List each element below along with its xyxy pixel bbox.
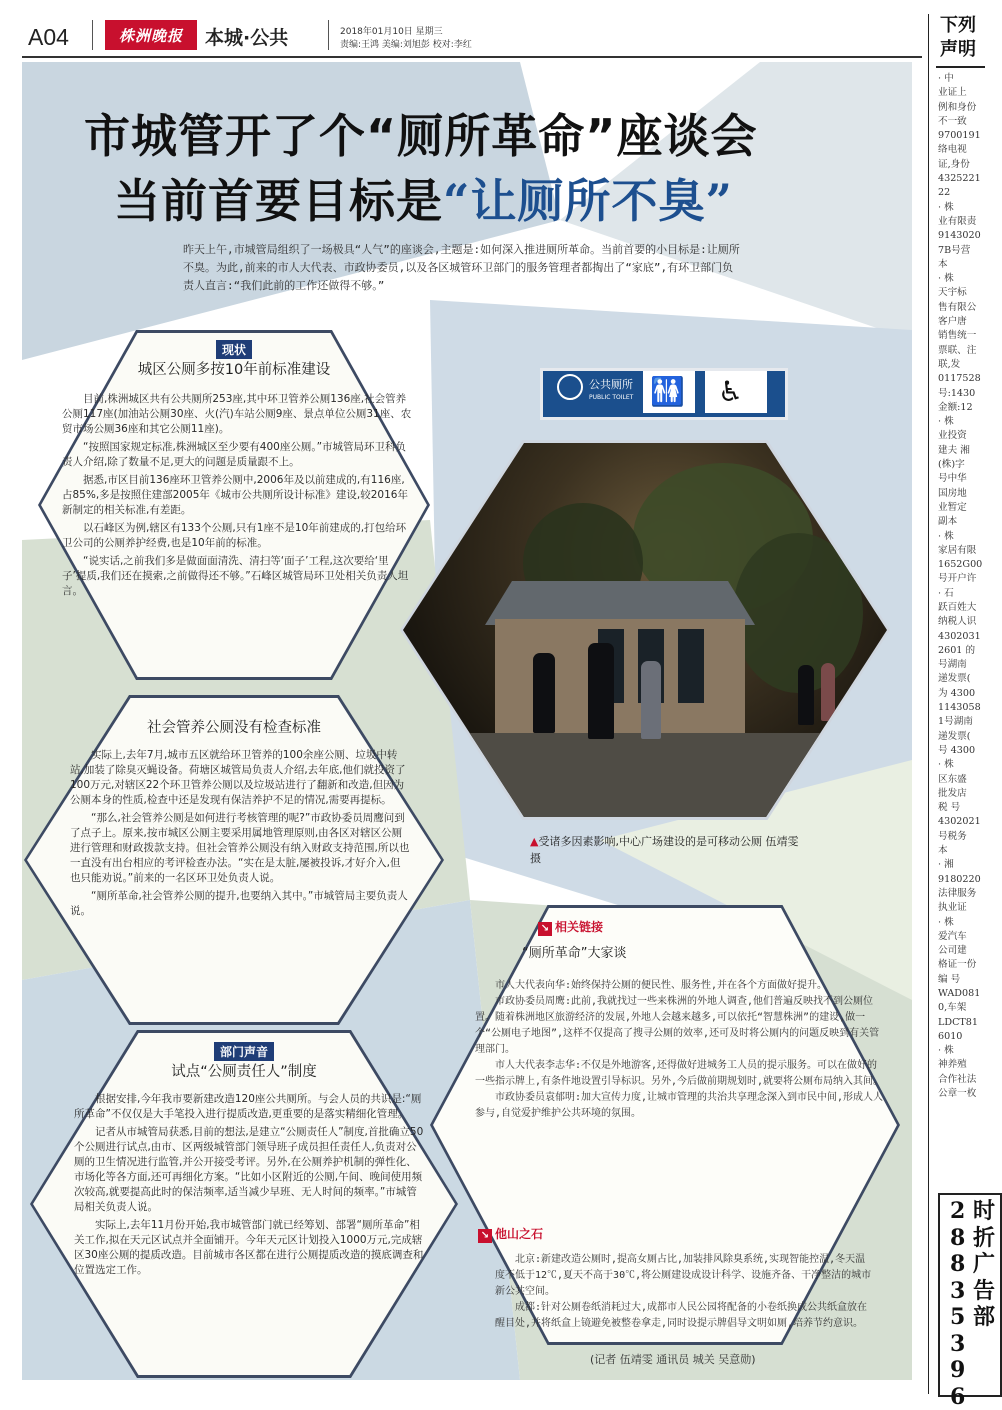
notice-line: 批发店 [938,787,985,801]
ad-box-line: 6 [950,1384,995,1410]
notice-line: 客户唐 [938,315,985,329]
notices-list [938,72,985,1101]
notice-line: 联,发 [938,358,985,372]
notice-line: 公章一枚 [938,1087,985,1101]
notice-line: 区东盛 [938,773,985,787]
notice-line: · 石 [938,587,985,601]
ad-box-line: 5 部 [950,1304,995,1331]
header-divider-2 [328,20,329,50]
related-paragraph: 市人大代表李志华:不仅是外地游客,还得做好进城务工人员的提示服务。可以在做好的一些指示牌上,有条件地设置引导标识。另外,今后做前期规划时,就要将公厕布局纳入其间。 [475,1058,885,1090]
notice-line: 合作社法 [938,1073,985,1087]
headline-line2-prefix: 当前首要目标是 [114,174,443,228]
social-paragraph: “厕所革命,社会管养公厕的提升,也要纳入其中。”市城管局主要负责人说。 [70,889,410,919]
notice-line: 编 号 [938,973,985,987]
notice-line: 为 4300 [938,687,985,701]
notice-line: · 株 [938,415,985,429]
notice-line: 号中华 [938,472,985,486]
related-paragraph: 市政协委员周鹰:此前,我就找过一些来株洲的外地人调查,他们普遍反映找不到公厕位置。随着株洲地区旅游经济的发展,外地人会越来越多,可以依托“智慧株洲”的建设,做一个“公厕电子地图”,这样不仅提高了搜寻公厕的效率,还可及时将公厕内的问题反映到有关管理部门。 [475,994,885,1058]
related-paragraph: 市人大代表向华:始终保持公厕的便民性、服务性,并在各个方面做好提升。 [475,978,885,994]
notice-line: 建夫 湘 [938,444,985,458]
notice-line: 执业证 [938,901,985,915]
notice-line: 例和身份 [938,101,985,115]
photo-caption [530,833,800,867]
notice-line: 1143058 [938,701,985,715]
notice-line: 递发票( [938,730,985,744]
notice-line: · 株 [938,1044,985,1058]
header-rule [22,56,922,58]
ad-box-line: 2 时 [950,1198,995,1225]
right-column-heading [940,14,976,62]
notice-line: 号开户许 [938,572,985,586]
status-kicker-wrap [0,340,468,359]
status-kicker: 现状 [216,340,252,359]
right-heading-line2: 声明 [940,38,976,62]
notice-line: 票联、注 [938,344,985,358]
sign-cn: 公共厕所 [589,378,633,391]
notice-line: 金额:12 [938,401,985,415]
other-stone-tag-label: 他山之石 [495,1227,543,1241]
notice-line: 号:1430 [938,387,985,401]
editors-line: 责编:王鸿 美编:刘旭彭 校对:李红 [340,39,472,52]
notice-line: 格证一份 [938,958,985,972]
notice-line: 0117528 [938,372,985,386]
notice-line: · 株 [938,201,985,215]
person [798,665,814,725]
status-paragraph: 以石峰区为例,辖区有133个公厕,只有1座不是10年前建成的,打包给环卫公司的公厕养护经费,也是10年前的标准。 [62,521,412,551]
headline-line2-highlight: “让厕所不臭” [443,174,733,228]
notice-line: 4302021 [938,815,985,829]
notice-line: 4325221 [938,172,985,186]
toilet-logo-icon [557,374,583,400]
notice-line: 22 [938,186,985,200]
social-body [70,748,410,922]
notice-line: 号税务 [938,830,985,844]
sign-text [589,378,633,404]
notice-line: 副本 [938,515,985,529]
other-stone-paragraph: 成都:针对公厕卷纸消耗过大,成都市人民公园将配备的小卷纸换成公共纸盒放在醒目处,并将纸盒上镜避免被整卷拿走,同时设提示牌倡导文明如厕,培养节约意识。 [495,1300,875,1332]
social-paragraph: “那么,社会管养公厕是如何进行考核管理的呢?”市政协委员周鹰问到了点子上。原来,按市城区公厕主要采用属地管理原则,由各区对辖区公厕进行管理和财政拨款支持。但社会管养公厕没有纳入财政支持范围,所以也一直没有出台相应的考评检查办法。“实在是太脏,屡被投诉,才好介入,但也只能劝说。”前来的一名区环卫处负责人说。 [70,811,410,886]
notice-line: 公司建 [938,944,985,958]
person [588,643,614,739]
ad-box-line: 9 [950,1357,995,1384]
status-body [62,392,412,602]
notice-line: 9180220 [938,873,985,887]
byline: (记者 伍靖雯 通讯员 城关 吴意勋) [590,1351,756,1367]
person [641,661,661,739]
notice-line: 跃百姓大 [938,601,985,615]
dept-paragraph: 记者从市城管局获悉,目前的想法,是建立“公厕责任人”制度,首批确立50个公厕进行试点,由市、区两级城管部门领导班子成员担任责任人,负责对公厕的卫生情况进行监管,并公开接受考评。另外,在公厕养护机制的弹性化、市场化等各方面,还可再细化方案。“比如小区附近的公厕,午间、晚间使用频次较高,就要提高此时的保洁频率,适当减少早班、无人时间的频率。”市城管局相关负责人说。 [74,1125,424,1215]
social-paragraph: 实际上,去年7月,城市五区就给环卫管养的100余座公厕、垃圾中转站,加装了除臭灭蝇设备。荷塘区城管局负责人介绍,去年底,他们就投资了100万元,对辖区22个环卫管养公厕以及垃圾站进行了翻新和改造,但因为公厕本身的性质,检查中还是发现有保洁养护不足的情况,需要再提标。 [70,748,410,808]
other-stone-body [495,1252,875,1332]
arrow-icon: ↘ [478,1229,492,1243]
status-paragraph: 据悉,市区目前136座环卫管养公厕中,2006年及以前建成的,有116座,占85%,多是按照住建部2005年《城市公共厕所设计标准》建设,较2016年新制定的相关标准,有差距。 [62,473,412,518]
notice-line: 国房地 [938,487,985,501]
page-number: A04 [28,24,69,51]
notice-line: 本 [938,258,985,272]
notice-line: 法律服务 [938,887,985,901]
other-stone-tag [478,1225,543,1243]
notice-line: 1652G00 [938,558,985,572]
notice-line: 售有限公 [938,301,985,315]
status-paragraph: 目前,株洲城区共有公共厕所253座,其中环卫管养公厕136座,社会管养公厕117座(加油站公厕30座、火(汽)车站公厕9座、景点单位公厕31座、农贸市场公厕36座和其它公厕11座)。 [62,392,412,437]
ad-box-line: 8 折 [950,1225,995,1252]
related-body [475,978,885,1122]
caption-triangle-icon: ▲ [530,835,538,848]
ad-box-line: 3 [950,1331,995,1358]
other-stone-paragraph: 北京:新建改造公厕时,提高女厕占比,加装排风除臭系统,实现智能控温,冬天温度不低于12℃,夏天不高于30℃,将公厕建设成设计科学、设施齐备、干净整洁的城市新公共空间。 [495,1252,875,1300]
notice-line: 7B号营 [938,244,985,258]
notice-line: 神养殖 [938,1058,985,1072]
notice-line: 不一致 [938,115,985,129]
date-line: 2018年01月10日 星期三 [340,26,472,39]
related-subheading: “厕所革命”大家谈 [522,942,626,961]
notice-line: · 株 [938,758,985,772]
arrow-icon: ↘ [538,922,552,936]
notice-line: 本 [938,844,985,858]
wheelchair-icon: ♿ [718,375,743,408]
ad-box-text [950,1198,995,1410]
headline-line2 [114,165,733,231]
right-heading-line1: 下列 [940,14,976,38]
notice-line: 6010 [938,1030,985,1044]
notice-line: · 中 [938,72,985,86]
dept-kicker-wrap [0,1042,488,1061]
ad-box-line: 8 广 [950,1251,995,1278]
status-heading: 城区公厕多按10年前标准建设 [0,358,468,379]
headline-line1: 市城管开了个“厕所革命”座谈会 [84,100,757,166]
notice-line: 号 4300 [938,744,985,758]
dept-heading: 试点“公厕责任人”制度 [0,1060,488,1081]
sign-en: PUBLIC TOILET [589,391,633,404]
right-column-rule [928,14,929,1394]
notice-line: · 株 [938,272,985,286]
caption-text: 受诸多因素影响,中心广场建设的是可移动公厕 伍靖雯 摄 [530,835,798,865]
notice-line: 纳税人识 [938,615,985,629]
notice-line: 业证上 [938,86,985,100]
notice-line: 4302031 [938,630,985,644]
notice-line: 业暂定 [938,501,985,515]
notice-line: 业投资 [938,429,985,443]
notice-line: 1号湖南 [938,715,985,729]
notice-line: 络电视 [938,143,985,157]
status-paragraph: “说实话,之前我们多是做面面清洗、清扫等‘面子’工程,这次要给‘里子’提质,我们还在摸索,之前做得还不够。”石峰区城管局环卫处相关负责人坦言。 [62,554,412,599]
notice-line: · 株 [938,916,985,930]
lead-paragraph: 昨天上午,市城管局组织了一场极具“人气”的座谈会,主题是:如何深入推进厕所革命。当前首要的小目标是:让厕所不臭。为此,前来的市人大代表、市政协委员,以及各区城管环卫部门的服务管理者都掏出了“家底”,有环卫部门负责人直言:“我们此前的工作还做得不够。” [183,241,743,295]
notice-line: 家居有限 [938,544,985,558]
notice-line: 0,车架 [938,1001,985,1015]
notice-line: WAD081 [938,987,985,1001]
right-heading-rule [936,66,985,68]
masthead-logo: 株洲晚报 [105,20,197,50]
social-heading: 社会管养公厕没有检查标准 [0,716,468,737]
notice-line: 2601 的 [938,644,985,658]
notice-line: (株)字 [938,458,985,472]
notice-line: · 株 [938,530,985,544]
man-woman-icon: 🚻 [650,375,685,408]
person [821,663,835,721]
dept-kicker: 部门声音 [214,1042,274,1061]
notice-line: 证,身份 [938,158,985,172]
dept-paragraph: 实际上,去年11月份开始,我市城管部门就已经筹划、部署“厕所革命”相关工作,拟在天元区试点并全面铺开。今年天元区计划投入1000万元,完成辖区30座公厕的提质改造。目前城市各区都在进行公厕提质改造的摸底调查和位置选定工作。 [74,1218,424,1278]
notice-line: 爱汽车 [938,930,985,944]
notice-line: 9700191 [938,129,985,143]
ad-box-line: 3 告 [950,1278,995,1305]
notice-line: 9143020 [938,229,985,243]
notice-line: 税 号 [938,801,985,815]
person [533,653,555,733]
notice-line: 销售统一 [938,329,985,343]
notice-line: LDCT81 [938,1016,985,1030]
section-name: 本城·公共 [205,23,288,50]
kiosk-door [678,629,704,703]
notice-line: 号湖南 [938,658,985,672]
issue-info [340,26,472,52]
header-divider [92,20,93,50]
dept-paragraph: 根据安排,今年我市要新建改造120座公共厕所。与会人员的共识是:“厕所革命”不仅仅是大手笔投入进行提质改造,更重要的是落实精细化管理。 [74,1092,424,1122]
notice-line: · 湘 [938,858,985,872]
status-paragraph: “按照国家规定标准,株洲城区至少要有400座公厕。”市城管局环卫科负责人介绍,除了数量不足,更大的问题是质量跟不上。 [62,440,412,470]
related-paragraph: 市政协委员袁郁明:加大宣传力度,让城市管理的共治共享理念深入到市民中间,形成人人参与,自觉爱护维护公共环境的氛围。 [475,1090,885,1122]
notice-line: 业有限责 [938,215,985,229]
related-tag [538,918,603,936]
notice-line: 递发票( [938,672,985,686]
notice-line: 天宇标 [938,286,985,300]
related-tag-label: 相关链接 [555,920,603,934]
dept-body [74,1092,424,1281]
